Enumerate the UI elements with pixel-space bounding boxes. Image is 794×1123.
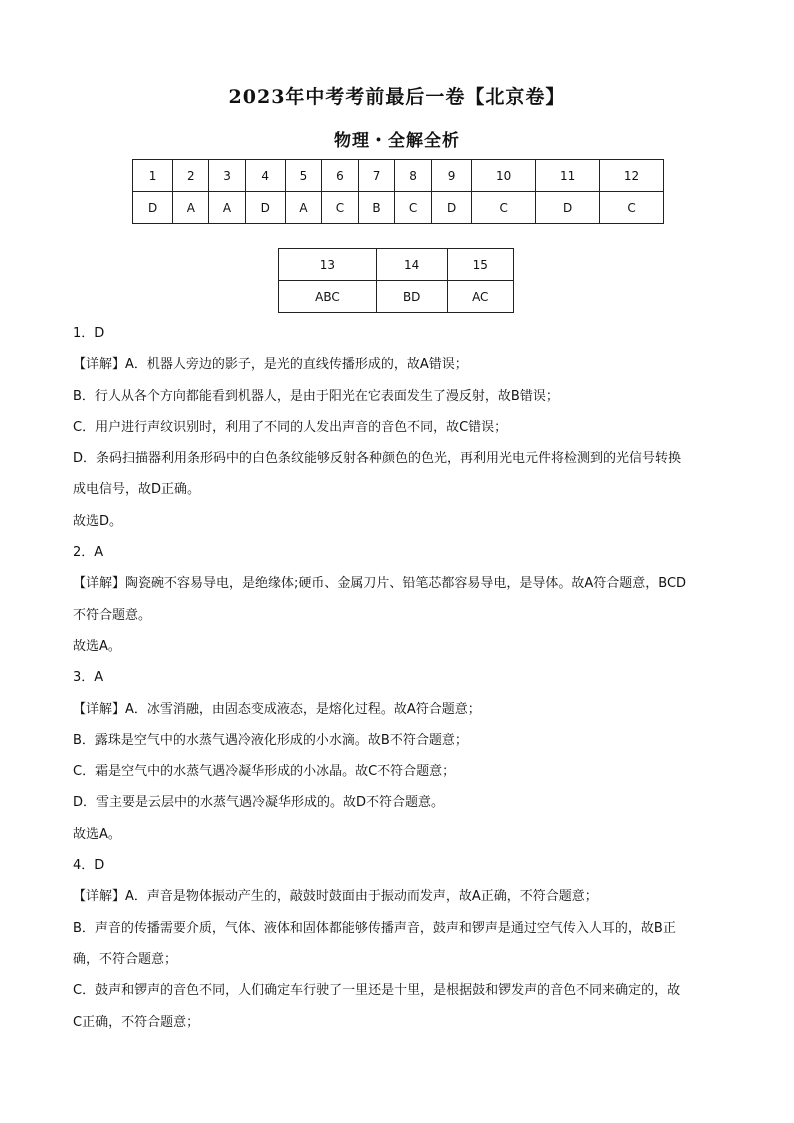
solution-text-line: D．条码扫描器利用条形码中的白色条纹能够反射各种颜色的色光，再利用光电元件将检测到的光信号转换 [73,451,682,467]
answer-cell: A [285,192,321,224]
question-number: 2 [173,160,209,192]
answer-cell: C [600,192,664,224]
solution-2-heading: 2．A [73,545,104,561]
solution-conclusion: 故选A。 [73,826,121,842]
answer-cell: C [322,192,359,224]
solution-conclusion: 故选A。 [73,638,121,654]
solution-text-line: C．用户进行声纹识别时，利用了不同的人发出声音的音色不同，故C错误； [73,419,508,435]
question-number: 11 [536,160,600,192]
answer-cell: D [432,192,472,224]
answer-table-1-answer-row [133,192,664,224]
answer-cell: C [472,192,536,224]
answer-cell: AC [447,281,513,313]
question-number: 1 [133,160,173,192]
answer-cell: BD [376,281,447,313]
page-subtitle: 物理・全解全析 [334,131,460,151]
answer-table-1-number-row [133,160,664,192]
question-number: 13 [279,249,377,281]
question-number: 12 [600,160,664,192]
solution-text-line: 成电信号，故D正确。 [73,482,201,498]
solutions-body [73,318,733,1038]
answer-cell: B [358,192,394,224]
solution-text-line: 【详解】陶瓷碗不容易导电，是绝缘体;硬币、金属刀片、铅笔芯都容易导电，是导体。故A符合题意，BCD [73,576,687,592]
solution-text-line: 【详解】A．冰雪消融，由固态变成液态，是熔化过程。故A符合题意； [73,701,481,717]
solution-text-line: 【详解】A．声音是物体振动产生的，敲鼓时鼓面由于振动而发声，故A正确，不符合题意； [73,889,598,905]
answer-table-2-number-row [279,249,514,281]
question-number: 4 [245,160,285,192]
answer-cell: A [173,192,209,224]
question-number: 7 [358,160,394,192]
solution-text-line: 【详解】A．机器人旁边的影子，是光的直线传播形成的，故A错误； [73,357,468,373]
question-number: 3 [209,160,245,192]
solution-text-line: C正确，不符合题意； [73,1014,200,1030]
answer-cell: D [133,192,173,224]
question-number: 6 [322,160,359,192]
solution-1-heading: 1．D [73,326,105,341]
solution-text-line: B．行人从各个方向都能看到机器人，是由于阳光在它表面发生了漫反射，故B错误； [73,388,559,404]
question-number: 14 [376,249,447,281]
solution-4-heading: 4．D [73,858,105,874]
solution-text-line: B．露珠是空气中的水蒸气遇冷液化形成的小水滴。故B不符合题意； [73,732,468,748]
solution-3-heading: 3．A [73,670,104,686]
solution-text-line: 确，不符合题意； [73,951,178,967]
question-number: 8 [395,160,432,192]
answer-table-2-answer-row [279,281,514,313]
answer-cell: D [245,192,285,224]
solution-text-line: C．鼓声和锣声的音色不同，人们确定车行驶了一里还是十里，是根据鼓和锣发声的音色不同来确定的，故 [73,983,681,999]
solution-conclusion: 故选D。 [73,513,123,529]
question-number: 15 [447,249,513,281]
solution-text-line: 不符合题意。 [73,607,152,623]
question-number: 5 [285,160,321,192]
answer-cell: ABC [279,281,377,313]
solution-text-line: B．声音的传播需要介质，气体、液体和固体都能够传播声音，鼓声和锣声是通过空气传入人耳的，故B正 [73,920,676,936]
answer-cell: C [395,192,432,224]
answer-table-2 [278,248,514,313]
solution-text-line: C．霜是空气中的水蒸气遇冷凝华形成的小冰晶。故C不符合题意； [73,764,456,780]
answer-cell: D [536,192,600,224]
answer-table-1 [132,159,664,224]
solution-text-line: D．雪主要是云层中的水蒸气遇冷凝华形成的。故D不符合题意。 [73,795,445,811]
page-title: 2023年中考考前最后一卷【北京卷】 [228,86,566,108]
answer-cell: A [209,192,245,224]
question-number: 9 [432,160,472,192]
question-number: 10 [472,160,536,192]
